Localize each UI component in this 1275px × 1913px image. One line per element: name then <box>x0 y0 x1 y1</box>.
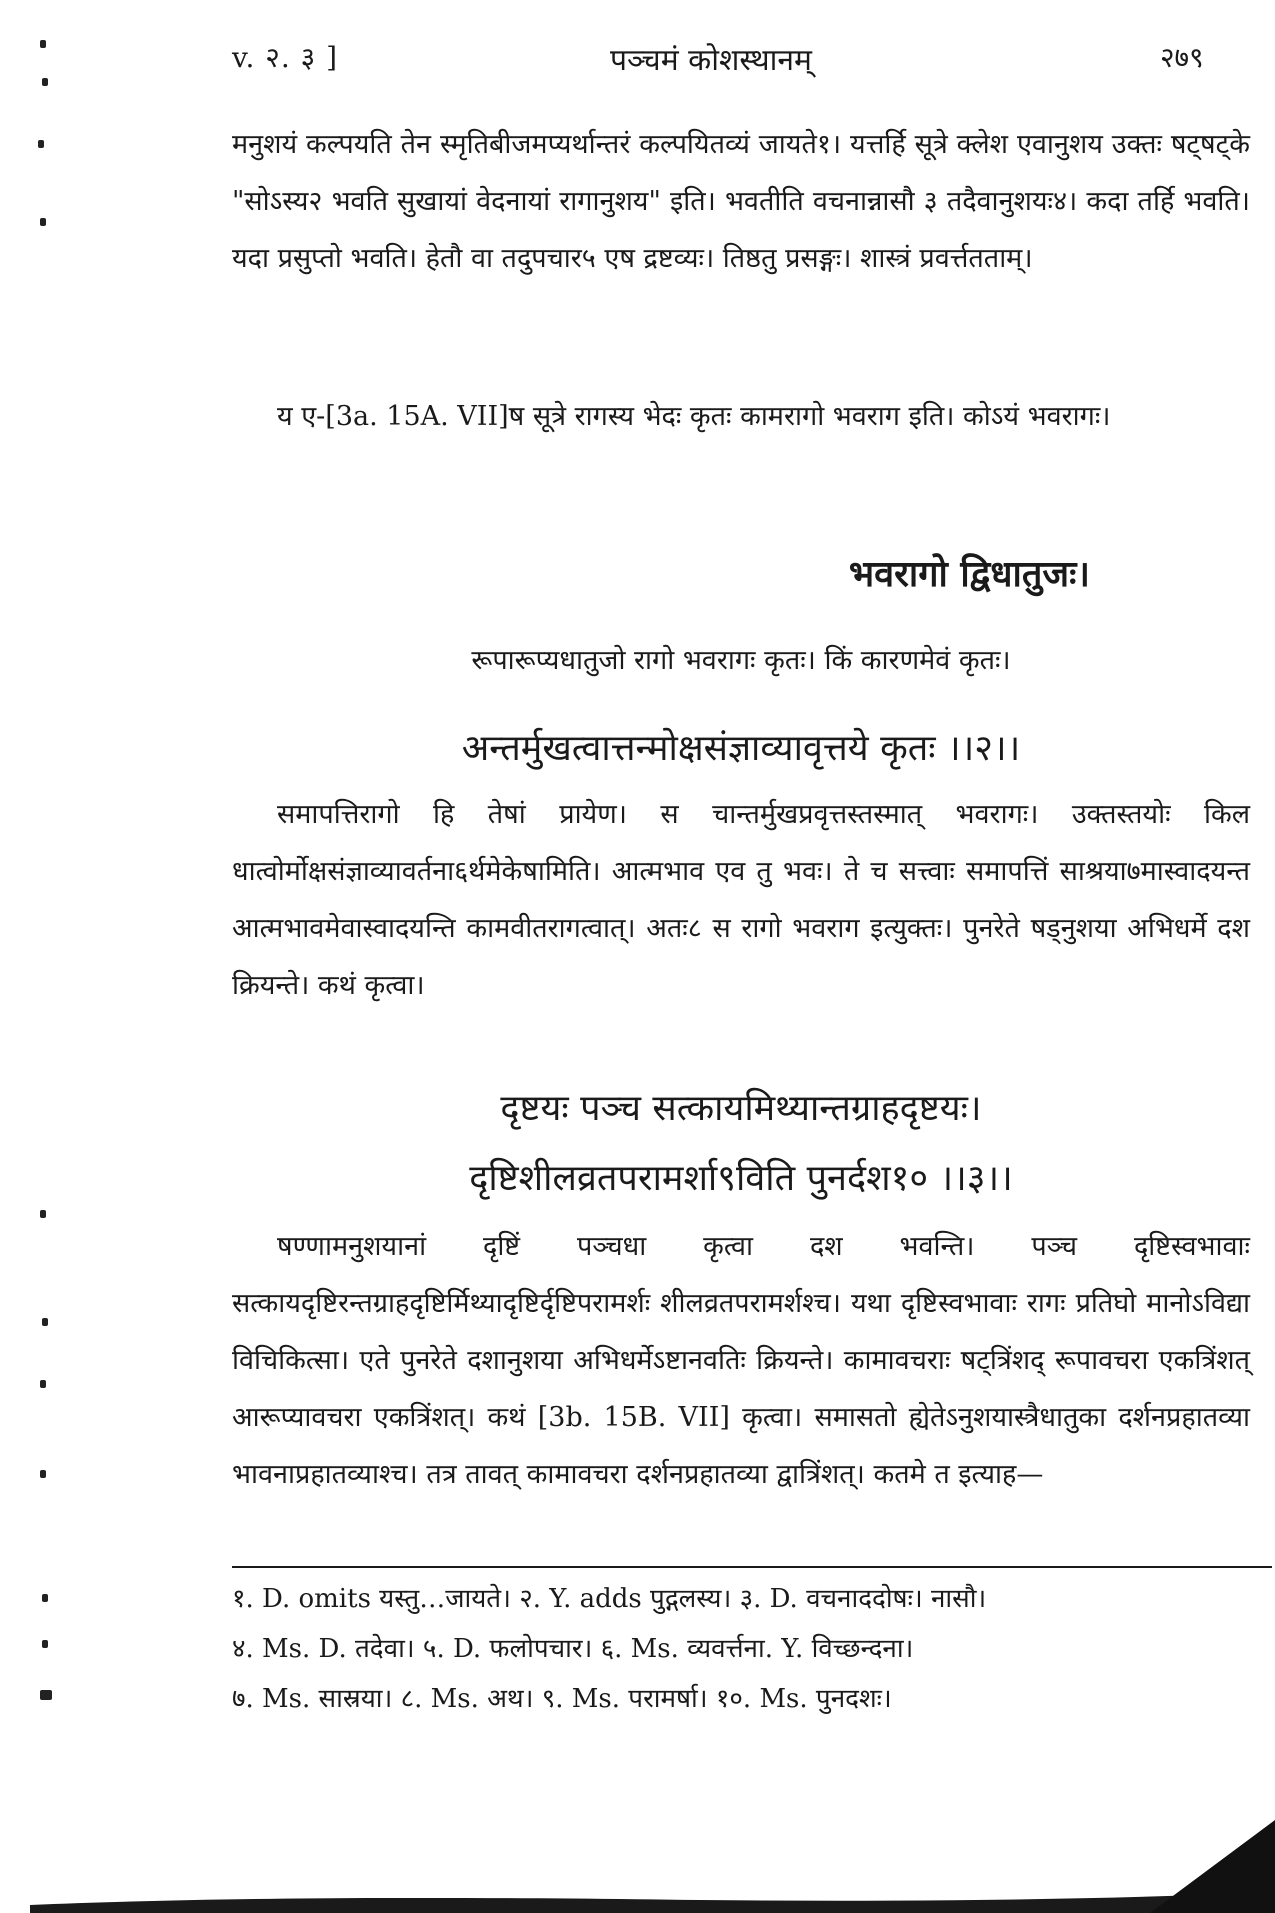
footnote-line-1: १. D. omits यस्तु…जायते। २. Y. adds पुद्गलस्य। ३. D. वचनाददोषः। नासौ। <box>232 1584 987 1614</box>
section-reference: v. २. ३ ] <box>232 41 339 74</box>
footnote-line-2: ४. Ms. D. तदेवा। ५. D. फलोपचार। ६. Ms. व्यवर्त्तना. Y. विच्छन्दना। <box>232 1634 914 1664</box>
binding-mark <box>42 1594 48 1602</box>
binding-mark <box>38 140 44 148</box>
karika-verse-2: अन्तर्मुखत्वात्तन्मोक्षसंज्ञाव्यावृत्तये कृतः ।।२।। <box>461 728 1021 769</box>
paragraph-4: षण्णामनुशयानां दृष्टिं पञ्चधा कृत्वा दश भवन्ति। पञ्च दृष्टिस्वभावाः सत्कायदृष्टिरन्तग्राहदृष्टिर्मिथ्यादृष्टिर्दृष्टिपरामर्शः शीलव्रतपरामर्शश्च। यथा दृष्टिस्वभावाः रागः प्रतिघो मानोऽविद्या विचिकित्सा। एते पुनरेते दशानुशया अभिधर्मेऽष्टानवतिः क्रियन्ते। कामावचराः षट्त्रिंशद् रूपावचरा एकत्रिंशत् आरूप्यावचरा एकत्रिंशत्। कथं [3b. 15B. VII] कृत्वा। समासतो ह्येतेऽनुशयास्त्रैधातुका दर्शनप्रहातव्या भावनाप्रहातव्याश्च। तत्र तावत् कामावचरा दर्शनप्रहातव्या द्वात्रिंशत्। कतमे त इत्याह— <box>232 1231 1250 1490</box>
paragraph-3: समापत्तिरागो हि तेषां प्रायेण। स चान्तर्मुखप्रवृत्तस्तस्मात् भवरागः। उक्तस्तयोः किल धात्वोर्मोक्षसंज्ञाव्यावर्तना६र्थमेकेषामिति। आत्मभाव एव तु भवः। ते च सत्त्वाः समापत्तिं साश्रया७मास्वादयन्त आत्मभावमेवास्वादयन्ति कामवीतरागत्वात्। अतः८ स रागो भवराग इत्युक्तः। पुनरेते षड्नुशया अभिधर्मे दश क्रियन्ते। कथं कृत्वा। <box>232 799 1250 1001</box>
binding-mark <box>42 78 48 86</box>
footnote-rule <box>232 1566 1272 1568</box>
binding-mark <box>40 218 46 226</box>
page-edge-shadow <box>0 1800 1275 1913</box>
binding-mark <box>40 1380 46 1388</box>
karika-verse-3a: दृष्टयः पञ्च सत्कायमिथ्यान्तग्राहदृष्टयः। <box>500 1088 982 1129</box>
page-number: २७९ <box>1160 41 1204 74</box>
running-title: पञ्चमं कोशस्थानम् <box>610 43 812 78</box>
paragraph-1: मनुशयं कल्पयति तेन स्मृतिबीजमप्यर्थान्तरं कल्पयितव्यं जायते१। यत्तर्हि सूत्रे क्लेश एवानुशय उक्तः षट्षट्के "सोऽस्य२ भवति सुखायां वेदनायां रागानुशय" इति। भवतीति वचनान्नासौ ३ तदैवानुशयः४। कदा तर्हि भवति। यदा प्रसुप्तो भवति। हेतौ वा तदुपचार५ एष द्रष्टव्यः। तिष्ठतु प्रसङ्गः। शास्त्रं प्रवर्त्ततताम्। <box>232 129 1250 274</box>
commentary-line-1: रूपारूप्यधातुजो रागो भवरागः कृतः। किं कारणमेवं कृतः। <box>471 645 1011 676</box>
binding-mark <box>42 1640 48 1648</box>
binding-mark <box>40 40 46 48</box>
footnote-line-3: ७. Ms. सास्रया। ८. Ms. अथ। ९. Ms. परामर्षा। १०. Ms. पुनदशः। <box>232 1684 892 1714</box>
binding-mark <box>42 1318 48 1326</box>
karika-verse-1: भवरागो द्विधातुजः। <box>848 553 1090 595</box>
paragraph-2: य ए-[3a. 15A. VII]ष सूत्रे रागस्य भेदः कृतः कामरागो भवराग इति। कोऽयं भवरागः। <box>277 401 1111 432</box>
binding-mark <box>40 1690 52 1700</box>
binding-mark <box>40 1210 46 1218</box>
footnotes <box>232 1574 1272 1724</box>
karika-verse-3b: दृष्टिशीलव्रतपरामर्शा९विति पुनर्दश१० ।।३।। <box>469 1158 1013 1199</box>
binding-mark <box>40 1470 46 1478</box>
